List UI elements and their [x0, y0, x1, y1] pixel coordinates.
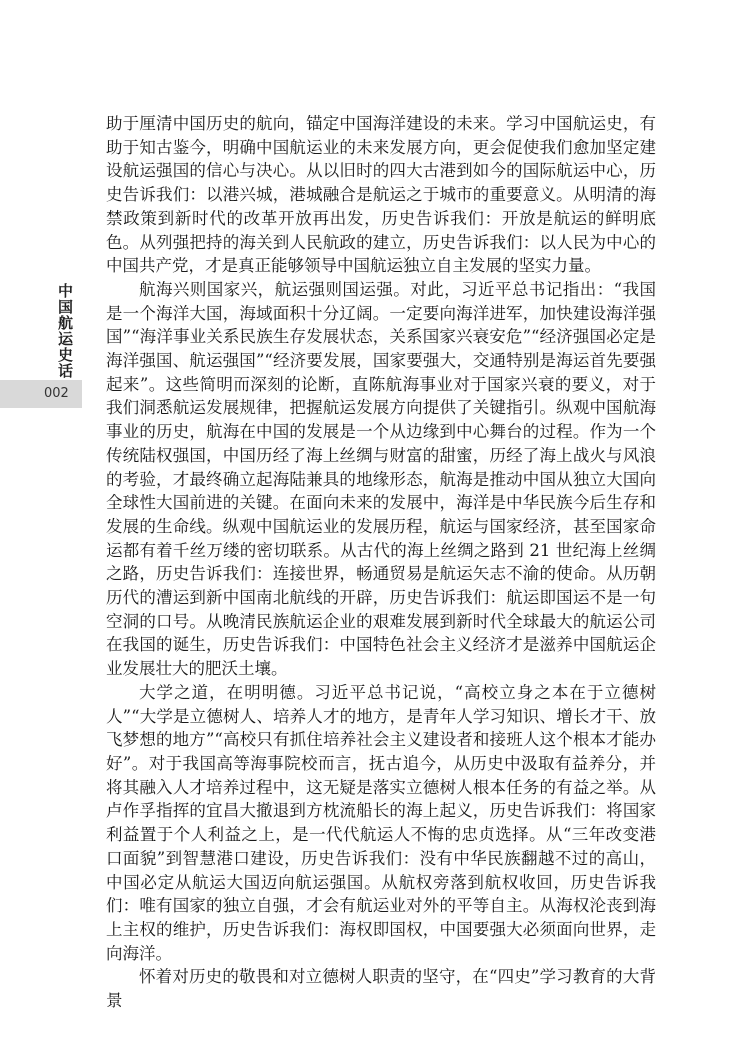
page-number-tab [0, 380, 82, 408]
paragraph: 大学之道，在明明德。习近平总书记说，“高校立身之本在于立德树人”“大学是立德树人、培养人才的地方，是青年人学习知识、增长才干、放飞梦想的地方”“高校只有抓住培养社会主义建设者和接班人这个根本才能办好”。对于我国高等海事院校而言，抚古追今，从历史中汲取有益养分，并将其融入人才培养过程中，这无疑是落实立德树人根本任务的有益之举。从卢作孚指挥的宜昌大撤退到方枕流船长的海上起义，历史告诉我们：将国家利益置于个人利益之上，是一代代航运人不悔的忠贞选择。从“三年改变港口面貌”到智慧港口建设，历史告诉我们：没有中华民族翻越不过的高山，中国必定从航运大国迈向航运强国。从航权旁落到航权收回，历史告诉我们：唯有国家的独立自强，才会有航运业对外的平等自主。从海权沦丧到海上主权的维护，历史告诉我们：海权即国权，中国要强大必须面向世界，走向海洋。 [106, 682, 656, 963]
page-number: 002 [44, 386, 69, 401]
paragraph: 怀着对历史的敬畏和对立德树人职责的坚守，在“四史”学习教育的大背景 [106, 967, 656, 1011]
paragraph: 航海兴则国家兴，航运强则国运强。对此，习近平总书记指出：“我国是一个海洋大国，海域面积十分辽阔。一定要向海洋进军，加快建设海洋强国”“海洋事业关系民族生存发展状态，关系国家兴衰安危”“经济强国必定是海洋强国、航运强国”“经济要发展，国家要强大，交通特别是海运首先要强起来”。这些简明而深刻的论断，直陈航海事业对于国家兴衰的要义，对于我们洞悉航运发展规律，把握航运发展方向提供了关键指引。纵观中国航海事业的历史，航海在中国的发展是一个从边缘到中心舞台的过程。作为一个传统陆权强国，中国历经了海上丝绸与财富的甜蜜，历经了海上战火与风浪的考验，才最终确立起海陆兼具的地缘形态，航海是推动中国从独立大国向全球性大国前进的关键。在面向未来的发展中，海洋是中华民族今后生存和发展的生命线。纵观中国航运业的发展历程，航运与国家经济，甚至国家命运都有着千丝万缕的密切联系。从古代的海上丝绸之路到 21 世纪海上丝绸之路，历史告诉我们：连接世界，畅通贸易是航运矢志不渝的使命。从历朝历代的漕运到新中国南北航线的开辟，历史告诉我们：航运即国运不是一句空洞的口号。从晚清民族航运企业的艰难发展到新时代全球最大的航运公司在我国的诞生，历史告诉我们：中国特色社会主义经济才是滋养中国航运企业发展壮大的肥沃土壤。 [106, 279, 656, 679]
body-text [106, 112, 656, 1013]
paragraph: 助于厘清中国历史的航向，锚定中国海洋建设的未来。学习中国航运史，有助于知古鉴今，明确中国航运业的未来发展方向，更会促使我们愈加坚定建设航运强国的信心与决心。从以旧时的四大古港到如今的国际航运中心，历史告诉我们：以港兴城，港城融合是航运之于城市的重要意义。从明清的海禁政策到新时代的改革开放再出发，历史告诉我们：开放是航运的鲜明底色。从列强把持的海关到人民航政的建立，历史告诉我们：以人民为中心的中国共产党，才是真正能够领导中国航运独立自主发展的坚实力量。 [106, 114, 656, 276]
book-title-vertical: 中国航运史话 [56, 283, 74, 379]
